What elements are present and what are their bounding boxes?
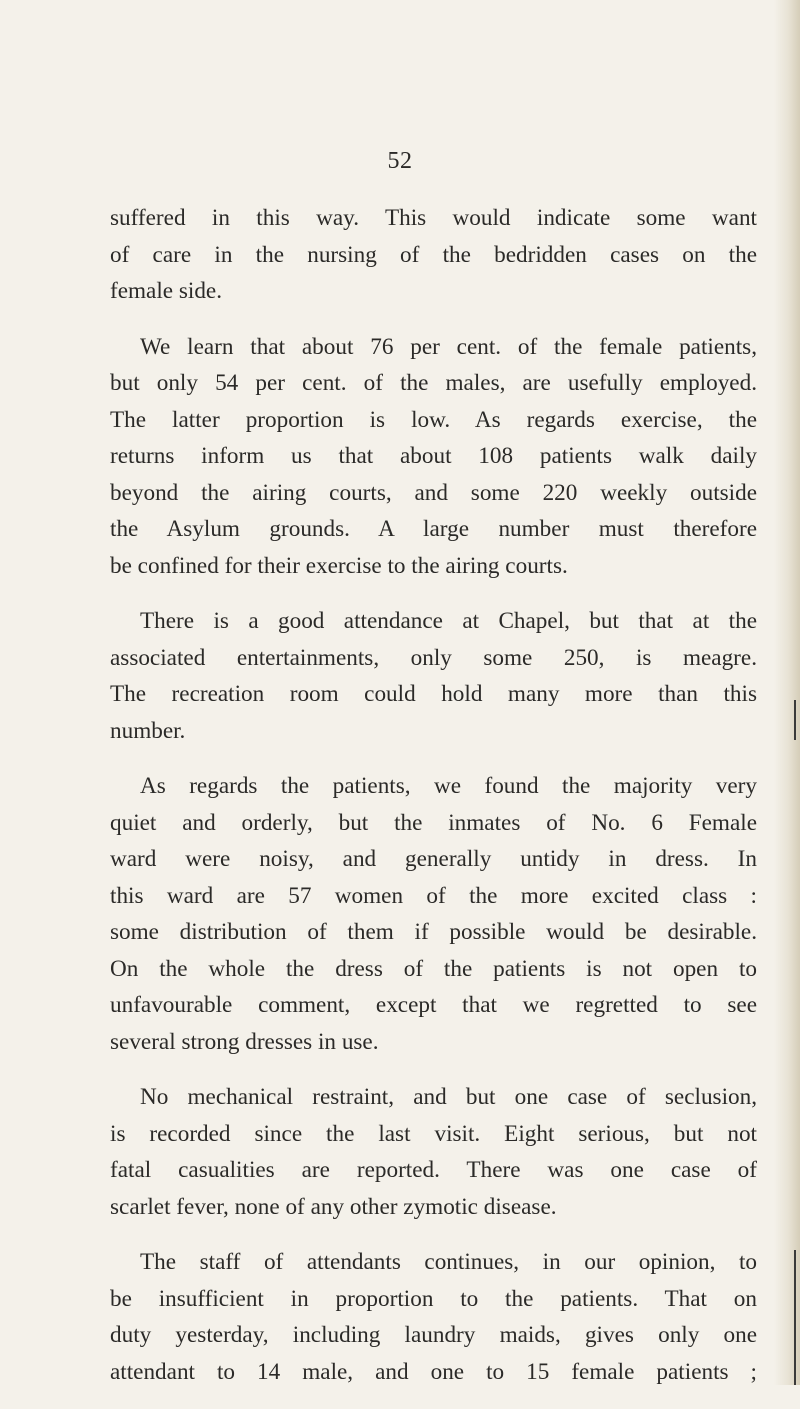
text-line: suffered in this way. This would indicate some want — [110, 205, 757, 231]
text-line: but only 54 per cent. of the males, are usefully employed. — [110, 370, 757, 396]
page-edge-line — [794, 1250, 796, 1385]
paragraph — [110, 603, 757, 749]
text-line: be insufficient in proportion to the patients. That on — [110, 1285, 757, 1312]
text-line: fatal casualities are reported. There was one case of — [110, 1157, 757, 1183]
text-line: The latter proportion is low. As regards exercise, the — [110, 406, 757, 433]
text-line: number. — [110, 717, 186, 744]
text-line: some distribution of them if possible would be desirable. — [110, 919, 757, 945]
text-line: is recorded since the last visit. Eight serious, but not — [110, 1120, 757, 1147]
text-line: this ward are 57 women of the more excited class : — [110, 882, 757, 909]
page-edge-shadow — [774, 0, 800, 1385]
text-line: unfavourable comment, except that we regretted to see — [110, 992, 757, 1018]
paragraph — [110, 200, 757, 310]
text-line: the Asylum grounds. A large number must therefore — [110, 516, 757, 542]
text-line: On the whole the dress of the patients is not open to — [110, 955, 757, 982]
text-line: beyond the airing courts, and some 220 weekly outside — [110, 479, 757, 506]
text-line: There is a good attendance at Chapel, but that at the — [140, 608, 757, 634]
text-line: As regards the patients, we found the majority very — [140, 773, 757, 799]
text-line: No mechanical restraint, and but one case of seclusion, — [140, 1084, 757, 1110]
text-line: returns inform us that about 108 patients walk daily — [110, 443, 757, 469]
page-edge-line — [794, 700, 796, 740]
text-line: be confined for their exercise to the airing courts. — [110, 552, 568, 579]
paragraph — [110, 329, 757, 585]
text-line: of care in the nursing of the bedridden cases on the — [110, 241, 757, 268]
text-line: The staff of attendants continues, in our opinion, to — [140, 1249, 757, 1275]
paragraph — [110, 1079, 757, 1225]
text-line: We learn that about 76 per cent. of the female patients, — [140, 333, 757, 360]
body-text — [110, 200, 757, 1409]
page-number: 52 — [387, 148, 413, 174]
text-line: female side. — [110, 278, 223, 304]
paragraph — [110, 768, 757, 1060]
text-line: several strong dresses in use. — [110, 1028, 379, 1055]
paragraph — [110, 1244, 757, 1390]
text-line: associated entertainments, only some 250, is meagre. — [110, 644, 757, 671]
text-line: ward were noisy, and generally untidy in dress. In — [110, 846, 757, 872]
text-line: scarlet fever, none of any other zymotic disease. — [110, 1193, 557, 1220]
text-line: The recreation room could hold many more than this — [110, 681, 757, 707]
text-line: attendant to 14 male, and one to 15 female patients ; — [110, 1358, 757, 1385]
text-line: duty yesterday, including laundry maids, gives only one — [110, 1322, 757, 1348]
text-line: quiet and orderly, but the inmates of No. 6 Female — [110, 809, 757, 836]
